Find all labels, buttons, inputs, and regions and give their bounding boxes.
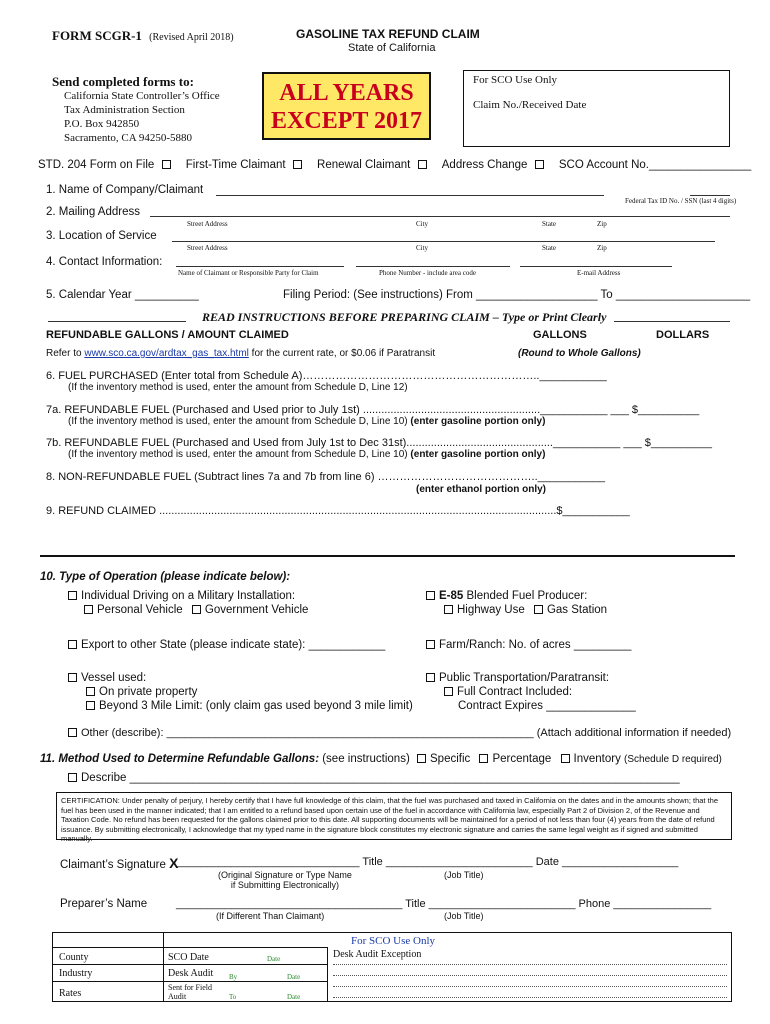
address-change-checkbox[interactable] <box>535 160 544 169</box>
public-transport-checkbox[interactable] <box>426 673 435 682</box>
instructions-rule-left <box>48 321 186 322</box>
company-name-input[interactable] <box>216 195 604 196</box>
contact-phone-input[interactable] <box>356 266 510 267</box>
method-row: 11. Method Used to Determine Refundable Gallons: (see instructions) Specific Percentage Inventory (Schedule D required) <box>40 753 722 765</box>
e85-checkbox[interactable] <box>426 591 435 600</box>
percentage-checkbox[interactable] <box>479 754 488 763</box>
county-label: County <box>59 952 89 963</box>
other-option[interactable]: Other (describe): ____________________________________________________________ (Attach additional information if needed) <box>68 727 731 739</box>
form-subtitle: State of California <box>348 42 436 54</box>
specific-label: Specific <box>430 753 471 765</box>
instructions-rule-right <box>614 321 730 322</box>
table-rule <box>327 947 328 1001</box>
public-transport-option[interactable]: Public Transportation/Paratransit: <box>426 672 609 684</box>
rate-reference: Refer to www.sco.ca.gov/ardtax_gas_tax.html for the current rate, or $0.06 if Paratransit <box>46 348 436 359</box>
line-6[interactable]: 6. FUEL PURCHASED (Enter total from Schedule A)………………………………………………………..___________ <box>46 370 607 382</box>
section-divider <box>40 555 735 557</box>
desk-audit-by: By <box>229 973 238 981</box>
government-vehicle-label: Government Vehicle <box>204 604 309 616</box>
line-7b-note: (If the inventory method is used, enter the amount from Schedule D, Line 10) (enter gasoline portion only) <box>68 449 546 460</box>
field-1-label: 1. Name of Company/Claimant <box>46 184 204 196</box>
street-hint-2: Street Address <box>187 244 228 252</box>
round-note: (Round to Whole Gallons) <box>518 348 641 359</box>
state-hint: State <box>542 220 556 228</box>
certification-text: CERTIFICATION: Under penalty of perjury, I hereby certify that I have full knowledge of this claim, that the fuel was purchased and taxed in California on the dates and in the amounts shown; that the fuel has been used in the manner indicated; that I am entitled to a refund based upon certain use of the fuel in accordance with California law, especially Part 2 of Division 2, of the Revenue and Taxation Code. No refund has been requested for the gallons claimed prior to this date. All supporting documents will be maintained for a period of not less than four (4) years from the date of refund issuance. By submitting electronically, I acknowledge that my typed name in the signature block constitutes my electronic signature and carries the same legal weight as if signed and submitted manually. <box>56 792 732 840</box>
send-to-heading: Send completed forms to: <box>52 74 194 89</box>
std204-label: STD. 204 Form on File <box>38 159 155 171</box>
tax-id-hint: Federal Tax ID No. / SSN (last 4 digits) <box>625 197 737 205</box>
renewal-checkbox[interactable] <box>418 160 427 169</box>
desk-audit-date: Date <box>287 973 301 981</box>
field-3-label: 3. Location of Service <box>46 230 157 242</box>
instructions-banner: READ INSTRUCTIONS BEFORE PREPARING CLAIM – Type or Print Clearly <box>202 310 607 324</box>
describe-checkbox[interactable] <box>68 773 77 782</box>
method-heading: 11. Method Used to Determine Refundable Gallons: <box>40 753 320 765</box>
desk-audit-label: Desk Audit <box>168 968 214 979</box>
sco-date-label: SCO Date <box>168 952 209 963</box>
table-rule <box>163 947 327 948</box>
job-title-hint-2: (Job Title) <box>444 911 484 921</box>
table-rule <box>53 964 163 965</box>
sco-use-box <box>463 70 730 147</box>
private-property-option[interactable]: On private property <box>86 686 197 698</box>
personal-vehicle-checkbox[interactable] <box>84 605 93 614</box>
personal-vehicle-label: Personal Vehicle <box>97 604 183 616</box>
sent-date: Date <box>287 993 301 1001</box>
sent-field-audit-label: Sent for Field Audit <box>168 983 212 1001</box>
preparer-name-label: Preparer’s Name <box>60 898 148 910</box>
farm-option[interactable]: Farm/Ranch: No. of acres _________ <box>426 639 631 651</box>
send-to-address: California State Controller’s Office Tax Administration Section P.O. Box 942850 Sacramento, CA 94250-5880 <box>64 90 220 144</box>
contract-expires-field[interactable]: Contract Expires ______________ <box>458 700 636 712</box>
signature-hint: (Original Signature or Type Name if Submitting Electronically) <box>218 870 352 890</box>
table-rule <box>163 981 327 982</box>
contact-email-hint: E-mail Address <box>577 269 621 277</box>
operation-heading: 10. Type of Operation (please indicate below): <box>40 571 291 583</box>
preparer-hint: (If Different Than Claimant) <box>216 911 325 921</box>
table-rule <box>163 964 327 965</box>
field-2-label: 2. Mailing Address <box>46 206 140 218</box>
military-option[interactable]: Individual Driving on a Military Installation: <box>68 590 295 602</box>
inventory-note: (Schedule D required) <box>624 754 722 765</box>
military-checkbox[interactable] <box>68 591 77 600</box>
zip-hint: Zip <box>597 220 607 228</box>
line-7a[interactable]: 7a. REFUNDABLE FUEL (Purchased and Used prior to July 1st) ..........................................................___________ ___ $__________ <box>46 404 700 416</box>
e85-sub-options <box>444 604 607 616</box>
highway-use-label: Highway Use <box>457 604 525 616</box>
std204-checkbox[interactable] <box>162 160 171 169</box>
export-checkbox[interactable] <box>68 640 77 649</box>
farm-checkbox[interactable] <box>426 640 435 649</box>
desk-audit-exception-label: Desk Audit Exception <box>333 949 422 960</box>
exception-rule <box>333 964 727 965</box>
job-title-hint: (Job Title) <box>444 870 484 880</box>
rate-link[interactable]: www.sco.ca.gov/ardtax_gas_tax.html <box>84 348 249 359</box>
line-8-note: (enter ethanol portion only) <box>416 484 546 495</box>
contact-name-hint: Name of Claimant or Responsible Party for Claim <box>178 269 319 277</box>
table-rule <box>163 933 164 1001</box>
full-contract-option[interactable]: Full Contract Included: <box>444 686 572 698</box>
contact-name-input[interactable] <box>176 266 344 267</box>
industry-label: Industry <box>59 968 93 979</box>
form-id: FORM SCGR-1 (Revised April 2018) <box>52 28 234 43</box>
inventory-label: Inventory <box>573 753 621 765</box>
status-row <box>38 159 751 171</box>
first-time-label: First-Time Claimant <box>185 159 286 171</box>
dollars-header: DOLLARS <box>656 329 710 341</box>
contact-phone-hint: Phone Number - include area code <box>379 269 476 277</box>
signature-x-mark: X <box>169 855 179 871</box>
form-title: GASOLINE TAX REFUND CLAIM <box>296 27 480 41</box>
state-hint-2: State <box>542 244 556 252</box>
highway-use-checkbox[interactable] <box>444 605 453 614</box>
contact-email-input[interactable] <box>520 266 672 267</box>
claim-no-label: Claim No./Received Date <box>473 99 587 111</box>
e85-option[interactable]: E-85 Blended Fuel Producer: <box>426 590 587 602</box>
line-8[interactable]: 8. NON-REFUNDABLE FUEL (Subtract lines 7a and 7b from line 6) ……………………………………..___________ <box>46 471 605 483</box>
sco-use-title: For SCO Use Only <box>473 74 558 86</box>
renewal-label: Renewal Claimant <box>317 159 411 171</box>
vessel-option[interactable]: Vessel used: <box>68 672 146 684</box>
table-rule <box>53 947 163 948</box>
vessel-checkbox[interactable] <box>68 673 77 682</box>
gas-station-label: Gas Station <box>546 604 608 616</box>
sco-use-table <box>52 932 732 1002</box>
table-rule <box>53 981 163 982</box>
sco-table-title: For SCO Use Only <box>351 935 436 947</box>
specific-checkbox[interactable] <box>417 754 426 763</box>
other-checkbox[interactable] <box>68 728 77 737</box>
claimant-signature-label: Claimant’s Signature X <box>60 855 179 871</box>
line-7a-note: (If the inventory method is used, enter the amount from Schedule D, Line 10) (enter gasoline portion only) <box>68 416 546 427</box>
calendar-year-field[interactable]: 5. Calendar Year __________ <box>46 289 199 301</box>
gas-station-checkbox[interactable] <box>534 605 543 614</box>
line-6-note: (If the inventory method is used, enter the amount from Schedule D, Line 12) <box>68 382 408 393</box>
vehicle-options <box>84 604 308 616</box>
service-location-input[interactable] <box>172 241 715 242</box>
full-contract-checkbox[interactable] <box>444 687 453 696</box>
claimant-signature-line[interactable]: ______________________________ Title ________________________ Date ___________________ <box>176 856 679 868</box>
field-4-label: 4. Contact Information: <box>46 256 163 268</box>
exception-rule <box>333 997 727 998</box>
first-time-checkbox[interactable] <box>293 160 302 169</box>
city-hint: City <box>416 220 429 228</box>
address-change-label: Address Change <box>441 159 528 171</box>
private-property-checkbox[interactable] <box>86 687 95 696</box>
zip-hint-2: Zip <box>597 244 607 252</box>
inventory-checkbox[interactable] <box>561 754 570 763</box>
tax-id-input[interactable] <box>690 195 730 196</box>
all-years-banner: ALL YEARS EXCEPT 2017 <box>262 72 431 140</box>
describe-field[interactable]: Describe ______________________________________________________________________________________ <box>68 772 680 784</box>
line-9[interactable]: 9. REFUND CLAIMED ..................................................................................................................................$___________ <box>46 505 630 517</box>
beyond-3-mile-checkbox[interactable] <box>86 701 95 710</box>
exception-rule <box>333 986 727 987</box>
filing-period-field[interactable]: Filing Period: (See instructions) From ___________________ To _____________________ <box>283 289 751 301</box>
beyond-3-mile-option[interactable]: Beyond 3 Mile Limit: (only claim gas used beyond 3 mile limit) <box>86 700 413 712</box>
refund-header: REFUNDABLE GALLONS / AMOUNT CLAIMED <box>46 329 289 341</box>
sco-date-value: Date <box>267 955 281 963</box>
rates-label: Rates <box>59 988 82 999</box>
street-hint: Street Address <box>187 220 228 228</box>
percentage-label: Percentage <box>492 753 552 765</box>
sent-to: To <box>229 993 237 1001</box>
revised-date: (Revised April 2018) <box>149 32 234 43</box>
city-hint-2: City <box>416 244 429 252</box>
exception-rule <box>333 975 727 976</box>
gallons-header: GALLONS <box>533 329 587 341</box>
export-option[interactable]: Export to other State (please indicate state): ____________ <box>68 639 385 651</box>
government-vehicle-checkbox[interactable] <box>192 605 201 614</box>
sco-account-field[interactable]: SCO Account No.________________ <box>558 159 752 171</box>
preparer-line[interactable]: _____________________________________ Title ________________________ Phone ________________ <box>176 898 712 910</box>
line-7b[interactable]: 7b. REFUNDABLE FUEL (Purchased and Used from July 1st to Dec 31st)................................................___________ ___ $__________ <box>46 437 713 449</box>
mailing-address-input[interactable] <box>150 216 730 217</box>
